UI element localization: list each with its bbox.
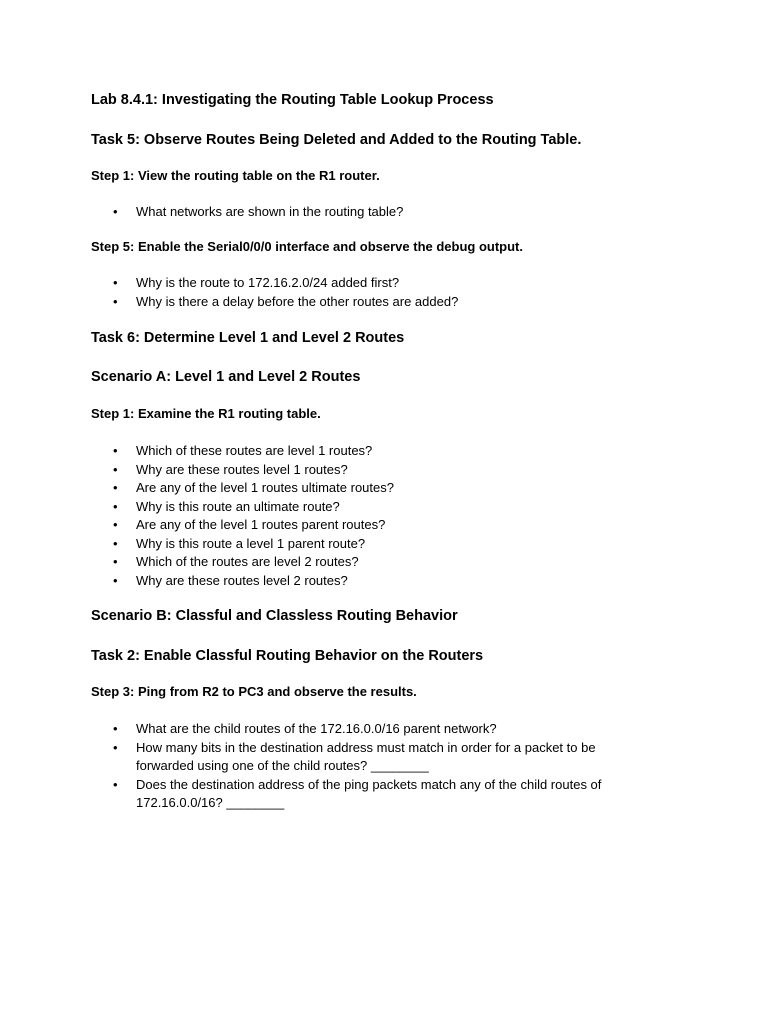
list-item: • Which of these routes are level 1 routes? xyxy=(113,442,394,461)
lab-title: Lab 8.4.1: Investigating the Routing Table Lookup Process xyxy=(91,92,494,108)
list-item: • Why are these routes level 2 routes? xyxy=(113,572,394,591)
bullet-glyph: • xyxy=(113,204,118,219)
bullet-glyph: • xyxy=(113,293,118,309)
task5-step1-heading: Step 1: View the routing table on the R1 router. xyxy=(91,168,380,183)
list-item: • Are any of the level 1 routes parent routes? xyxy=(113,516,394,535)
list-item: • Why is there a delay before the other routes are added? xyxy=(113,293,458,312)
bullet-glyph: • xyxy=(113,535,118,551)
bullet-glyph: • xyxy=(113,498,118,514)
task5-heading: Task 5: Observe Routes Being Deleted and Added to the Routing Table. xyxy=(91,132,582,148)
task2-heading: Task 2: Enable Classful Routing Behavior on the Routers xyxy=(91,648,484,664)
list-item: • What networks are shown in the routing table? xyxy=(113,203,403,222)
list-item: • Why is this route an ultimate route? xyxy=(113,498,394,517)
bullet-glyph: • xyxy=(113,517,118,532)
bullet-glyph: • xyxy=(113,443,118,458)
bullet-glyph: • xyxy=(113,275,118,290)
scenario-a-step1-heading: Step 1: Examine the R1 routing table. xyxy=(91,406,321,421)
bullet-glyph: • xyxy=(113,776,118,792)
task5-step5-heading: Step 5: Enable the Serial0/0/0 interface and observe the debug output. xyxy=(91,239,523,254)
scenario-b-heading: Scenario B: Classful and Classless Routing Behavior xyxy=(91,608,458,624)
list-item: • Why is this route a level 1 parent route? xyxy=(113,535,394,554)
bullet-glyph: • xyxy=(113,721,118,736)
task2-step3-heading: Step 3: Ping from R2 to PC3 and observe the results. xyxy=(91,684,417,699)
bullet-glyph: • xyxy=(113,572,118,588)
task6-heading: Task 6: Determine Level 1 and Level 2 Routes xyxy=(91,330,405,346)
list-item: • How many bits in the destination address must match in order for a packet to be forwarded using one of the child routes? ________ xyxy=(113,739,596,773)
list-item: • Which of the routes are level 2 routes? xyxy=(113,553,394,572)
bullet-glyph: • xyxy=(113,554,118,569)
bullet-glyph: • xyxy=(113,480,118,495)
task5-step1-list xyxy=(113,203,403,222)
scenario-a-heading: Scenario A: Level 1 and Level 2 Routes xyxy=(91,369,361,385)
list-item: • Are any of the level 1 routes ultimate routes? xyxy=(113,479,394,498)
bullet-glyph: • xyxy=(113,739,118,755)
task2-step3-list xyxy=(113,720,656,813)
list-item: • What are the child routes of the 172.16.0.0/16 parent network? xyxy=(113,720,656,739)
list-item: • Why is the route to 172.16.2.0/24 added first? xyxy=(113,274,458,293)
list-item: • Why are these routes level 1 routes? xyxy=(113,461,394,480)
task5-step5-list xyxy=(113,274,458,311)
scenario-a-step1-list xyxy=(113,442,394,590)
bullet-glyph: • xyxy=(113,461,118,477)
list-item: • Does the destination address of the ping packets match any of the child routes of 172.16.0.0/16? ________ xyxy=(113,776,602,810)
